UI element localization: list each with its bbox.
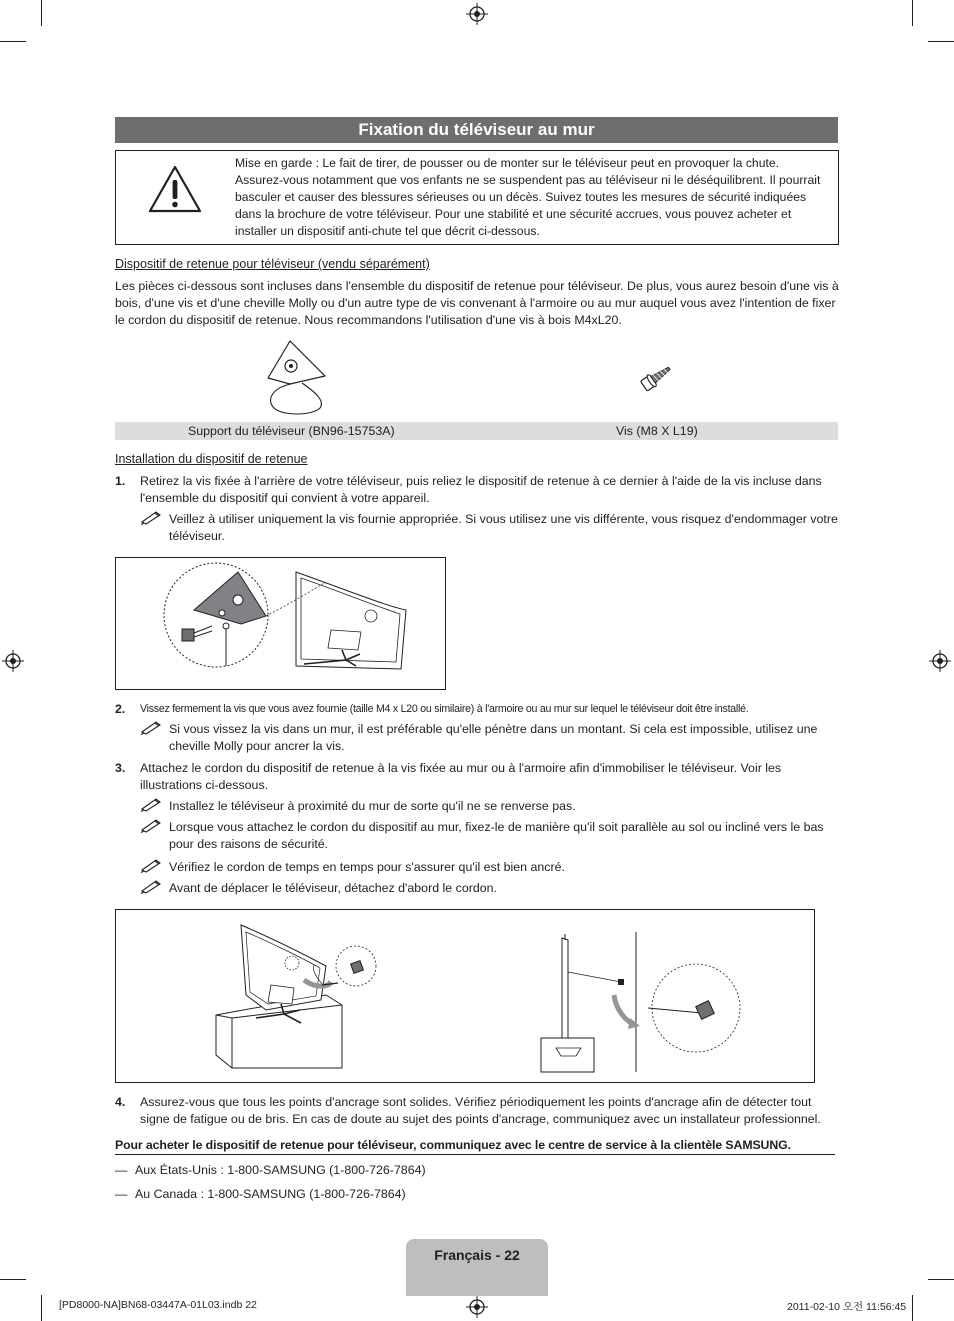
note-pencil-icon [140,817,162,833]
note-text: Installez le téléviseur à proximité du mur de sorte qu'il ne se renverse pas. [169,799,576,813]
note-text: Avant de déplacer le téléviseur, détachez d'abord le cordon. [169,881,497,895]
step-text: Vissez fermement la vis que vous avez fournie (taille M4 x L20 ou similaire) à l'armoire ou au mur sur lequel le téléviseur doit être installé. [140,703,749,715]
crop-mark [41,1295,42,1321]
note-pencil-icon [140,878,162,894]
note-pencil-icon [140,796,162,812]
step-text: Attachez le cordon du dispositif de retenue à la vis fixée au mur ou à l'armoire afin d'immobiliser le téléviseur. Voir les illustrations ci-dessous. [140,761,782,792]
step-text: Retirez la vis fixée à l'arrière de votre téléviseur, puis reliez le dispositif de retenue à ce dernier à l'aide de la vis incluse dans l'ensemble du dispositif qui convient à votre appareil. [140,474,822,505]
crop-mark [0,1279,26,1280]
registration-mark-icon [466,1296,488,1318]
note-pencil-icon [140,719,162,735]
page-number-tab: Français - 22 [406,1239,548,1296]
warning-triangle-icon [147,164,203,214]
note-text: Veillez à utiliser uniquement la vis fournie appropriée. Si vous utilisez une vis différente, vous risquez d'endommager votre téléviseur. [169,512,838,543]
contact-dash: — [115,1163,128,1177]
warning-body: : Le fait de tirer, de pousser ou de monter sur le téléviseur peut en provoquer la chute. Assurez-vous notamment que vos enfants ne se suspendent pas au téléviseur ni le déséquilibrent. Il pourrait basculer et causer des blessures sérieuses ou un décès. Suivez toutes les mesures de sécurité indiquées dans la brochure de votre téléviseur. Pour une stabilité et une sécurité accrues, vous pouvez acheter et installer un dispositif anti-chute tel que décrit ci-dessous. [235,156,821,238]
parts-caption-bar [115,422,838,440]
crop-mark [912,0,913,26]
warning-box [115,150,839,245]
registration-mark-icon [929,650,951,672]
note-pencil-icon [140,857,162,873]
contact-dash: — [115,1187,128,1201]
step-number: 4. [115,1095,126,1109]
note-1-1 [140,511,840,545]
contact-us [115,1163,426,1177]
warning-label: Mise en garde [235,156,313,170]
step-text: Assurez-vous que tous les points d'ancrage sont solides. Vérifiez périodiquement les points d'ancrage afin de détecter tout signe de fatigue ou de bris. En cas de doute au sujet des points d'ancrage, communiquez avec un installateur professionnel. [140,1095,821,1126]
step-number: 1. [115,474,126,488]
contact-text: Aux États-Unis : 1-800-SAMSUNG (1-800-726-7864) [135,1163,426,1177]
note-3-2 [140,819,840,853]
contact-canada [115,1187,406,1201]
section-heading-install: Installation du dispositif de retenue [115,452,308,466]
print-slug-left: [PD8000-NA]BN68-03447A-01L03.indb 22 [59,1299,257,1311]
note-text: Vérifiez le cordon de temps en temps pour s'assurer qu'il est bien ancré. [169,860,565,874]
registration-mark-icon [2,650,24,672]
crop-mark [928,1279,954,1280]
crop-mark [912,1295,913,1321]
print-slug-right: 2011-02-10 오전 11:56:45 [787,1301,907,1313]
figure-attach-holder [115,557,446,690]
step-number: 3. [115,761,126,775]
note-3-1 [140,798,840,815]
contact-text: Au Canada : 1-800-SAMSUNG (1-800-726-7864) [135,1187,406,1201]
crop-mark [0,41,26,42]
purchase-info: Pour acheter le dispositif de retenue pour téléviseur, communiquez avec le centre de service à la clientèle SAMSUNG. [115,1138,835,1155]
note-pencil-icon [140,509,162,525]
note-text: Lorsque vous attachez le cordon du dispositif au mur, fixez-le de manière qu'il soit parallèle au sol ou incliné vers le bas pour des raisons de sécurité. [169,820,824,851]
tv-holder-bracket-icon [262,338,330,418]
crop-mark [928,41,954,42]
note-3-3 [140,859,840,876]
step-4 [115,1094,840,1128]
note-text: Si vous vissez la vis dans un mur, il est préférable qu'elle pénètre dans un montant. Si cela est impossible, utilisez une cheville Molly pour ancrer la vis. [169,722,818,753]
step-number: 2. [115,702,126,716]
screw-icon [638,362,676,392]
section-heading-restraint: Dispositif de retenue pour téléviseur (vendu séparément) [115,257,430,271]
part-label-screw: Vis (M8 X L19) [616,424,698,438]
step-1 [115,473,840,507]
warning-text [235,155,827,240]
registration-mark-icon [466,3,488,25]
part-label-holder: Support du téléviseur (BN96-15753A) [188,424,395,438]
step-2 [115,701,840,718]
page-title: Fixation du téléviseur au mur [115,117,838,143]
note-3-4 [140,880,840,897]
crop-mark [41,0,42,26]
section-body-restraint: Les pièces ci-dessous sont incluses dans l'ensemble du dispositif de retenue pour téléviseur. De plus, vous aurez besoin d'une vis à bois, d'une vis et d'une cheville Molly ou d'un autre type de vis convenant à l'armoire ou au mur auquel vous avez l'intention de fixer le cordon du dispositif de retenue. Nous recommandons l'utilisation d'une vis à bois M4xL20. [115,279,839,327]
figure-attach-cord [115,909,815,1083]
step-3 [115,760,840,794]
note-2-1 [140,721,840,755]
